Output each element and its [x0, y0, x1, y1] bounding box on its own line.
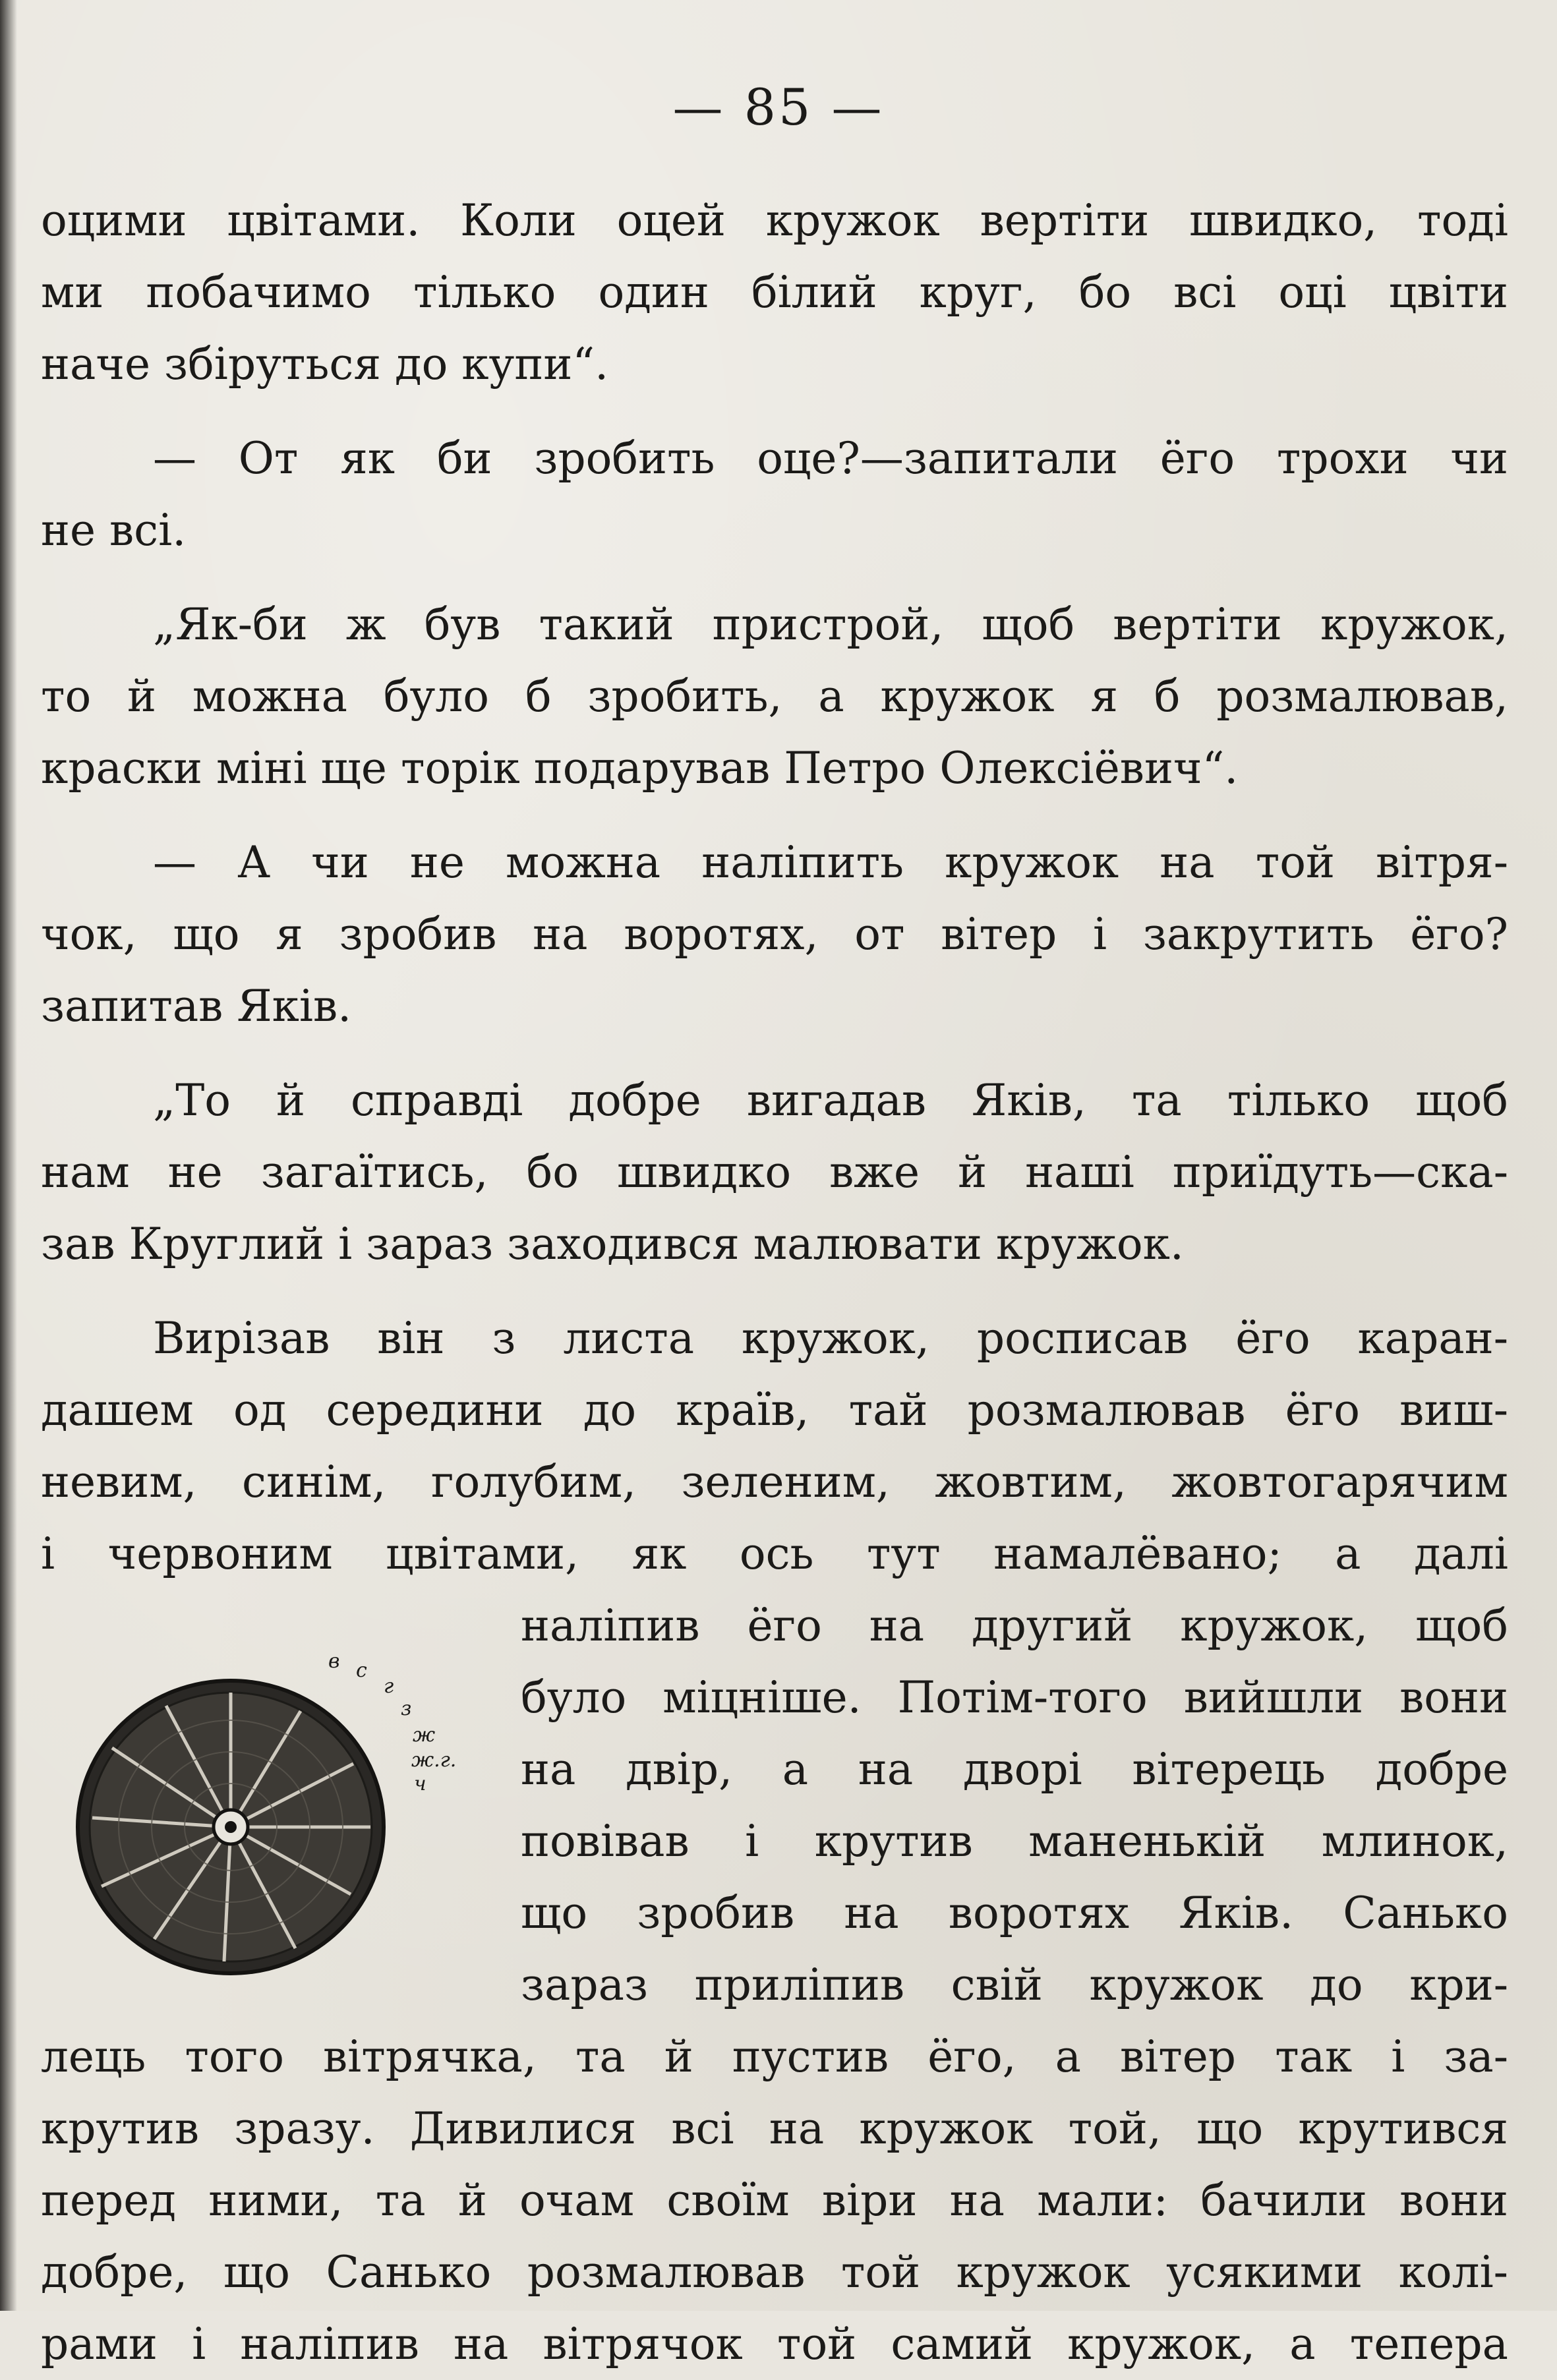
text-line: наче збіруться до купи“. [41, 339, 609, 390]
disc-label: ж.г. [411, 1749, 457, 1772]
text-line: краски міні ще торік подарував Петро Олексіёвич“. [41, 743, 1239, 794]
text-line: на двір, а на дворі вітерець добре [521, 1744, 1508, 1795]
disc-label: з [401, 1697, 412, 1720]
color-wheel-illustration [78, 1681, 384, 1973]
text-line: добре, що Санько розмалював той кружок усякими колі- [41, 2247, 1508, 2298]
text-line: Вирізав він з листа кружок, росписав ёго каран- [153, 1313, 1508, 1364]
page-edge-shadow [0, 0, 17, 2311]
disc-label: с [356, 1659, 367, 1682]
text-line: „То й справді добре вигадав Яків, та тілько щоб [153, 1075, 1508, 1126]
disc-label: ж [413, 1724, 436, 1747]
text-line: повівав і крутив маненькій млинок, [521, 1816, 1508, 1867]
text-line: дашем од середини до країв, тай розмалював ёго виш- [41, 1385, 1508, 1436]
text-line: „Як-би ж був такий пристрой, щоб вертіти кружок, [153, 599, 1508, 650]
color-disc-figure [58, 1629, 457, 1985]
text-line: крутив зразу. Дивилися всі на кружок той, що крутився [41, 2103, 1508, 2154]
text-line: перед ними, та й очам своїм віри на мали: бачили вони [41, 2175, 1508, 2226]
text-line: ми побачимо тілько один білий круг, бо всі оці цвіти [41, 267, 1508, 318]
text-line: рами і наліпив на вітрячок той самий кружок, а тепера [41, 2319, 1508, 2369]
text-line: і червоним цвітами, як ось тут намалёвано; а далі [41, 1528, 1508, 1579]
text-line: — От як би зробить оце?—запитали ёго трохи чи [153, 433, 1508, 484]
text-line: лець того вітрячка, та й пустив ёго, а вітер так і за- [41, 2031, 1508, 2082]
text-line: оцими цвітами. Коли оцей кружок вертіти швидко, тоді [41, 195, 1508, 246]
text-line: то й можна було б зробить, а кружок я б розмалював, [41, 671, 1508, 722]
text-line: що зробив на воротях Яків. Санько [521, 1888, 1508, 1938]
wrapped-text [521, 1590, 1508, 2021]
figure-wrap [41, 1590, 1508, 2021]
text-line: — А чи не можна наліпить кружок на той вітря- [153, 837, 1508, 888]
text-line: зав Круглий і зараз заходився малювати кружок. [41, 1219, 1184, 1269]
text-line: запитав Яків. [41, 981, 352, 1031]
text-line: нам не загаїтись, бо швидко вже й наші приїдуть—ска- [41, 1147, 1508, 1198]
page-number: — 85 — [672, 78, 885, 136]
page-text [41, 185, 1508, 2380]
text-line: було міцніше. Потім-того вийшли вони [521, 1672, 1508, 1723]
disc-label: г [384, 1675, 394, 1698]
text-line: невим, синім, голубим, зеленим, жовтим, жовтогарячим [41, 1457, 1508, 1507]
text-line: не всі. [41, 505, 187, 556]
disc-label: ч [414, 1772, 426, 1795]
text-line: зараз приліпив свій кружок до кри- [521, 1959, 1508, 2010]
text-line: чок, що я зробив на воротях, от вітер і закрутить ёго? [41, 909, 1508, 960]
text-line: наліпив ёго на другий кружок, щоб [521, 1600, 1508, 1651]
disc-label: в [328, 1650, 340, 1673]
